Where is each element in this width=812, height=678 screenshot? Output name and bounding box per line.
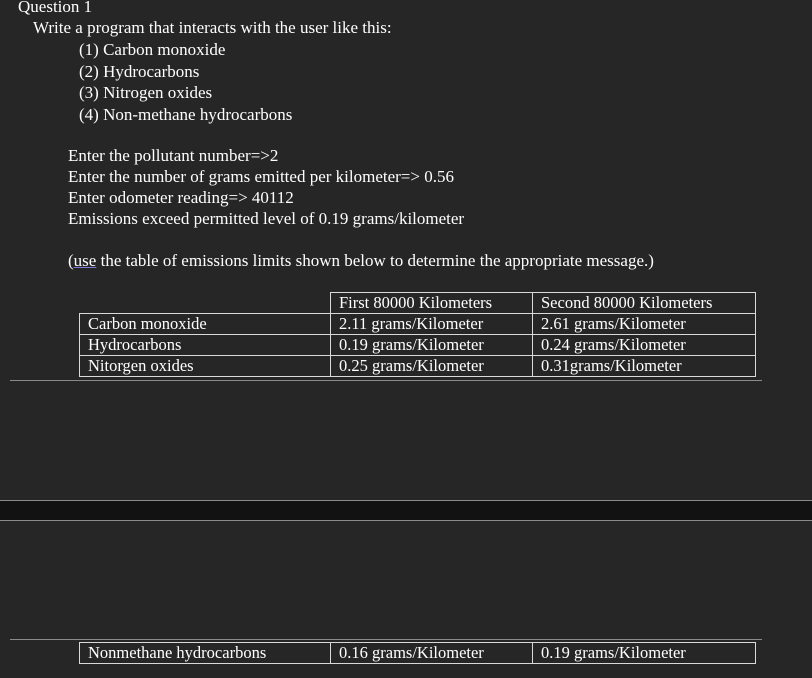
header-cell-blank <box>80 293 331 314</box>
table-cell: 2.11 grams/Kilometer <box>331 314 533 335</box>
table-cell: Carbon monoxide <box>80 314 331 335</box>
note-rest: the table of emissions limits shown below to determine the appropriate message.) <box>96 251 654 270</box>
table-cell: Hydrocarbons <box>80 335 331 356</box>
page-break-gap <box>0 501 812 520</box>
question-intro: Write a program that interacts with the user like this: <box>33 18 392 37</box>
option-nitrogen-oxides: (3) Nitrogen oxides <box>79 83 213 102</box>
emissions-limits-table <box>79 292 756 377</box>
table-cell: Nonmethane hydrocarbons <box>80 643 331 664</box>
table-note <box>68 251 654 271</box>
pollutant-options-list <box>79 39 292 125</box>
table-cell: 0.31grams/Kilometer <box>533 356 756 377</box>
table-row <box>80 356 756 377</box>
emissions-limits-table-continued <box>79 642 756 664</box>
table-cell: 0.24 grams/Kilometer <box>533 335 756 356</box>
page-break-rule-bottom <box>0 520 812 521</box>
table-row <box>80 314 756 335</box>
option-carbon-monoxide: (1) Carbon monoxide <box>79 40 226 59</box>
option-hydrocarbons: (2) Hydrocarbons <box>79 61 200 81</box>
question-title: Question 1 <box>18 0 93 16</box>
table-cell: 0.16 grams/Kilometer <box>331 643 533 664</box>
session-line-pollutant: Enter the pollutant number=>2 <box>68 146 279 165</box>
note-use-word: use <box>73 251 97 270</box>
note-prefix: ( <box>68 251 74 270</box>
session-line-result: Emissions exceed permitted level of 0.19 grams/kilometer <box>68 209 465 228</box>
table-cell: Nitorgen oxides <box>80 356 331 377</box>
session-line-odometer: Enter odometer reading=> 40112 <box>68 188 294 207</box>
table-header-row <box>80 293 756 314</box>
table-row <box>80 643 756 664</box>
table-row <box>80 335 756 356</box>
session-line-grams: Enter the number of grams emitted per kilometer=> 0.56 <box>68 167 454 186</box>
table-cell: 0.19 grams/Kilometer <box>533 643 756 664</box>
header-cell-first: First 80000 Kilometers <box>331 293 533 314</box>
option-non-methane-hydrocarbons: (4) Non-methane hydrocarbons <box>79 104 293 124</box>
table-cell: 0.19 grams/Kilometer <box>331 335 533 356</box>
table-cell: 2.61 grams/Kilometer <box>533 314 756 335</box>
page-bottom-rule <box>10 380 762 381</box>
page-top-rule <box>10 639 762 640</box>
sample-session <box>68 145 464 229</box>
table-cell: 0.25 grams/Kilometer <box>331 356 533 377</box>
header-cell-second: Second 80000 Kilometers <box>533 293 756 314</box>
